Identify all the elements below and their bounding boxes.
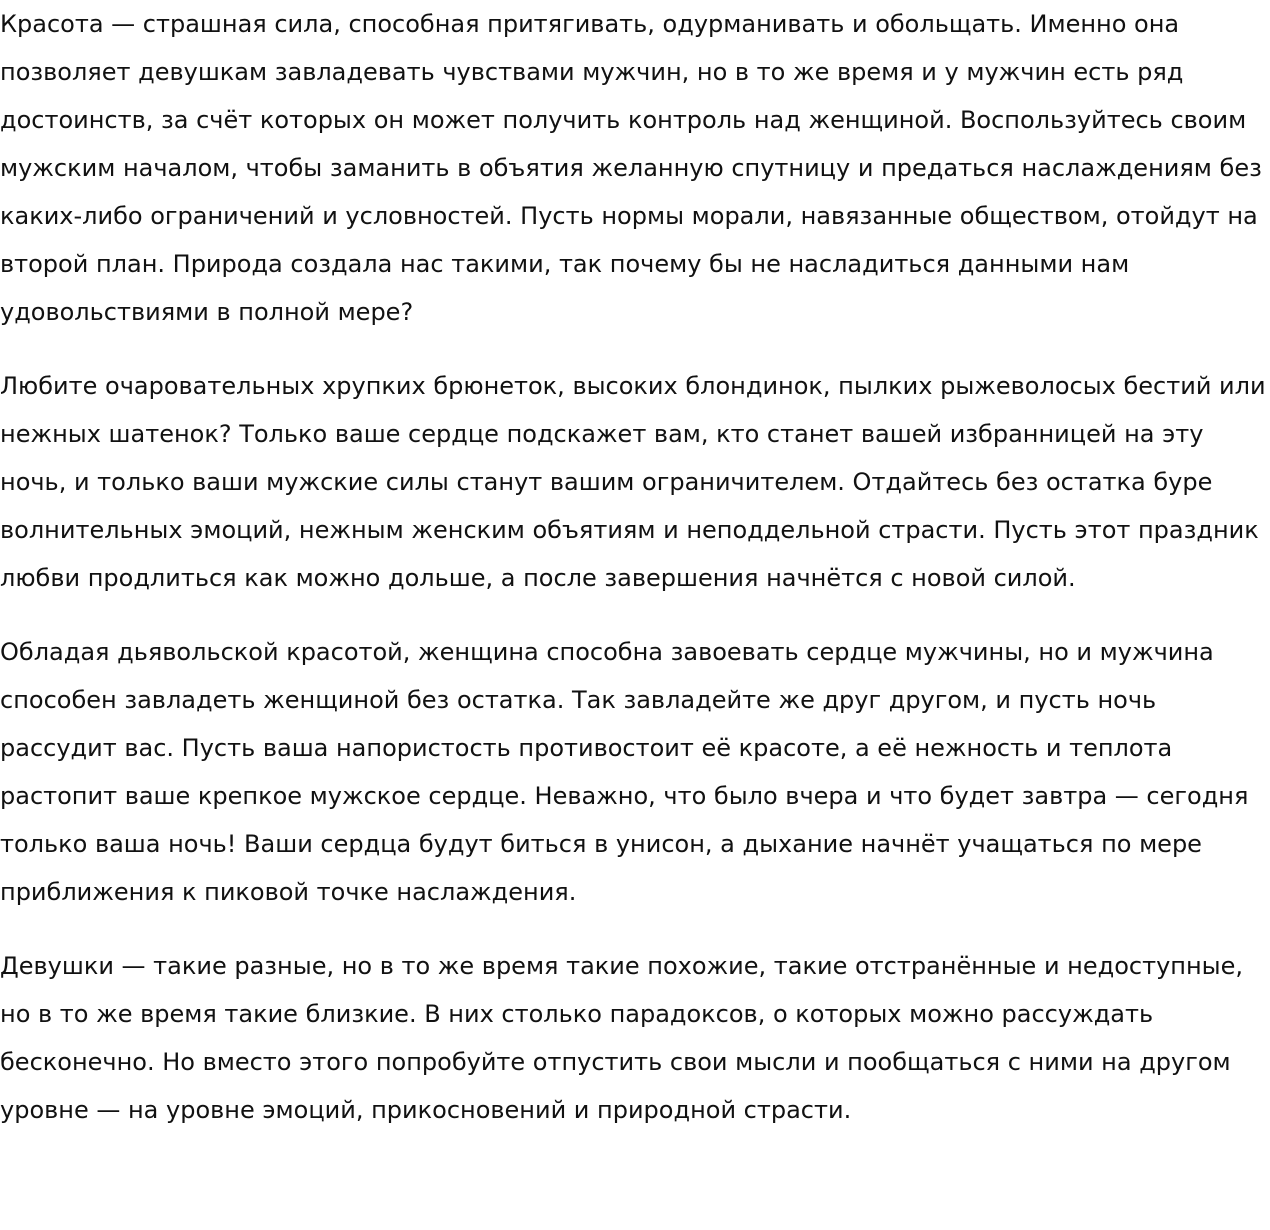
paragraph-2: Любите очаровательных хрупких брюнеток, высоких блондинок, пылких рыжеволосых бестий или нежных шатенок? Только ваше сердце подскажет вам, кто станет вашей избранницей на эту ночь, и только ваши мужские силы станут вашим ограничителем. Отдайтесь без остатка буре волнительных эмоций, нежным женским объятиям и неподдельной страсти. Пусть этот праздник любви продлиться как можно дольше, а после завершения начнётся с новой силой.	[0, 372, 1266, 592]
paragraph-4: Девушки — такие разные, но в то же время такие похожие, такие отстранённые и недоступные, но в то же время такие близкие. В них столько парадоксов, о которых можно рассуждать бесконечно. Но вместо этого попробуйте отпустить свои мысли и пообщаться с ними на другом уровне — на уровне эмоций, прикосновений и природной страсти.	[0, 952, 1244, 1124]
paragraph-1: Красота — страшная сила, способная притягивать, одурманивать и обольщать. Именно она позволяет девушкам завладевать чувствами мужчин, но в то же время и у мужчин есть ряд достоинств, за счёт которых он может получить контроль над женщиной. Воспользуйтесь своим мужским началом, чтобы заманить в объятия желанную спутницу и предаться наслаждениям без каких-либо ограничений и условностей. Пусть нормы морали, навязанные обществом, отойдут на второй план. Природа создала нас такими, так почему бы не насладиться данными нам удовольствиями в полной мере?	[0, 10, 1262, 326]
paragraph-3: Обладая дьявольской красотой, женщина способна завоевать сердце мужчины, но и мужчина способен завладеть женщиной без остатка. Так завладейте же друг другом, и пусть ночь рассудит вас. Пусть ваша напористость противостоит её красоте, а её нежность и теплота растопит ваше крепкое мужское сердце. Неважно, что было вчера и что будет завтра — сегодня только ваша ночь! Ваши сердца будут биться в унисон, а дыхание начнёт учащаться по мере приближения к пиковой точке наслаждения.	[0, 638, 1249, 906]
